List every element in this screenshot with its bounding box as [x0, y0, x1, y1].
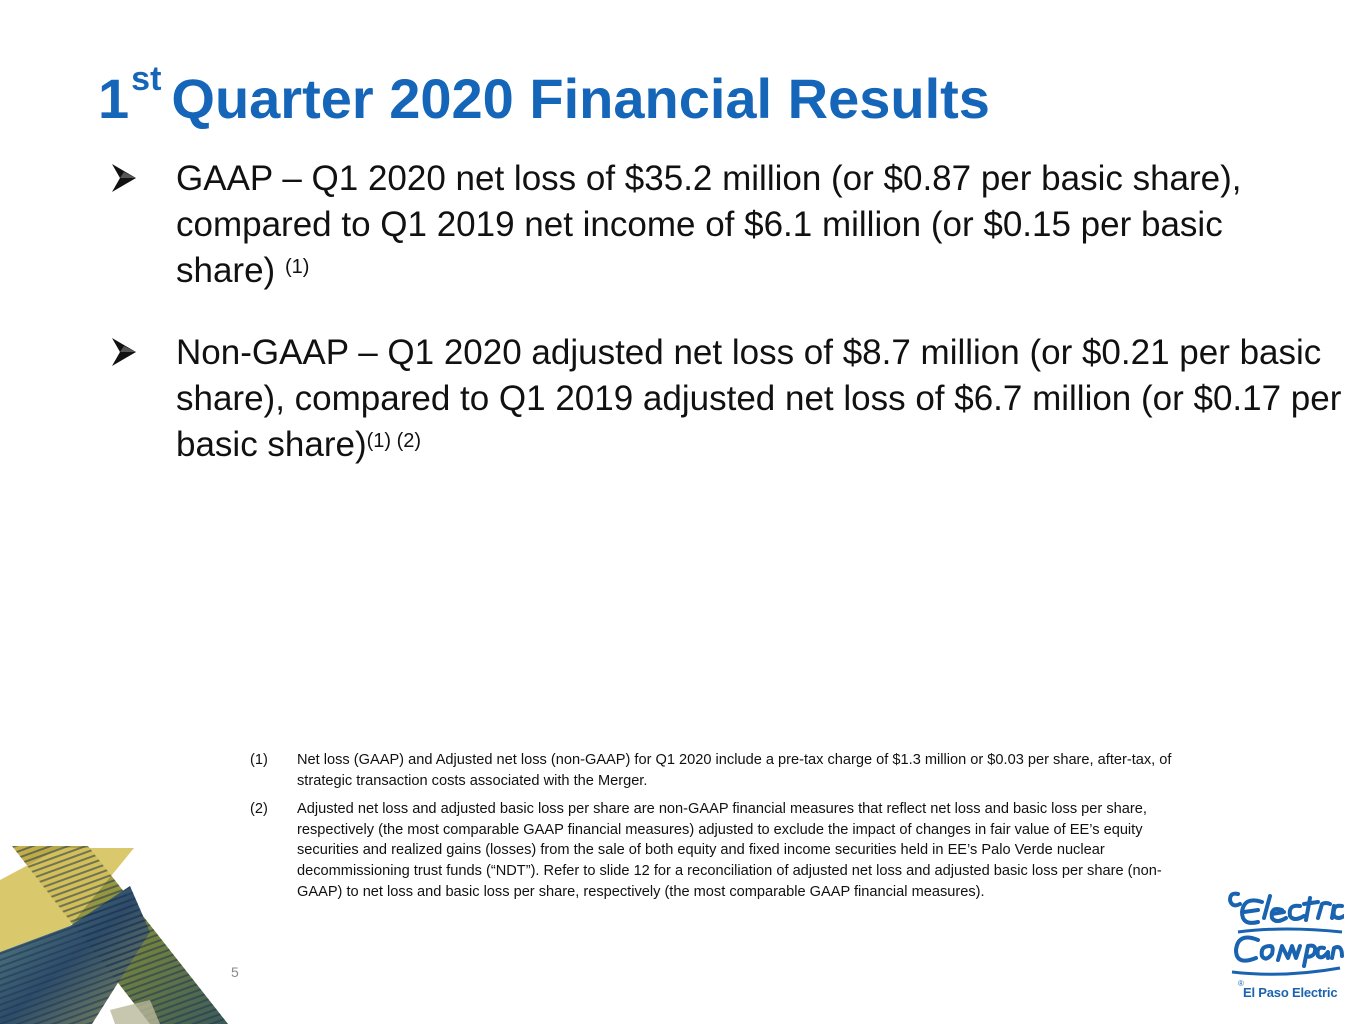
title-ordinal: st — [131, 60, 162, 98]
footnote-1 — [250, 750, 1190, 791]
bullet-text — [176, 330, 1346, 468]
el-paso-electric-logo — [1224, 888, 1344, 1000]
bullet-non-gaap-text: Non-GAAP – Q1 2020 adjusted net loss of $8.7 million (or $0.21 per basic share), compared to Q1 2019 adjusted net loss of $6.7 million (or $0.17 per basic share) — [176, 333, 1342, 464]
slide-title — [98, 60, 990, 131]
footnote-2 — [250, 799, 1190, 902]
footnote-text: Adjusted net loss and adjusted basic loss per share are non-GAAP financial measures that reflect net loss and basic loss per share, respectively (the most comparable GAAP financial measures) adjusted to exclude the impact of changes in fair value of EE’s equity securities and realized gains (losses) from the sale of both equity and fixed income securities held in EE’s Palo Verde nuclear decommissioning trust funds (“NDT”). Refer to slide 12 for a reconciliation of adjusted net loss and adjusted basic loss per share (non-GAAP) to net loss and basic loss per share, respectively (the most comparable GAAP financial measures). — [297, 801, 1162, 900]
page-number: 5 — [231, 964, 239, 980]
bullet-non-gaap-ref: (1) (2) — [366, 430, 422, 452]
footnote-text: Net loss (GAAP) and Adjusted net loss (non-GAAP) for Q1 2020 include a pre-tax charge of $1.3 million or $0.03 per share, after-tax, of strategic transaction costs associated with the Merger. — [297, 752, 1172, 789]
footnote-number: (1) — [250, 752, 268, 768]
bullet-text — [176, 156, 1346, 294]
footnote-number: (2) — [250, 801, 268, 818]
title-main: Quarter 2020 Financial Results — [171, 67, 990, 130]
bullet-gaap-ref: (1) — [284, 256, 310, 278]
solar-field-photo-x-shape — [0, 840, 230, 1024]
arrow-bullet-icon — [110, 332, 150, 372]
bullet-gaap-text: GAAP – Q1 2020 net loss of $35.2 million (or $0.87 per basic share), compared to Q1 2019 net income of $6.1 million (or $0.15 per basic share) — [176, 159, 1242, 290]
title-prefix: 1 — [98, 67, 130, 130]
svg-text:®: ® — [1238, 979, 1244, 988]
arrow-bullet-icon — [110, 158, 150, 198]
footnotes — [250, 750, 1190, 902]
logo-subtitle: El Paso Electric — [1243, 985, 1338, 1000]
